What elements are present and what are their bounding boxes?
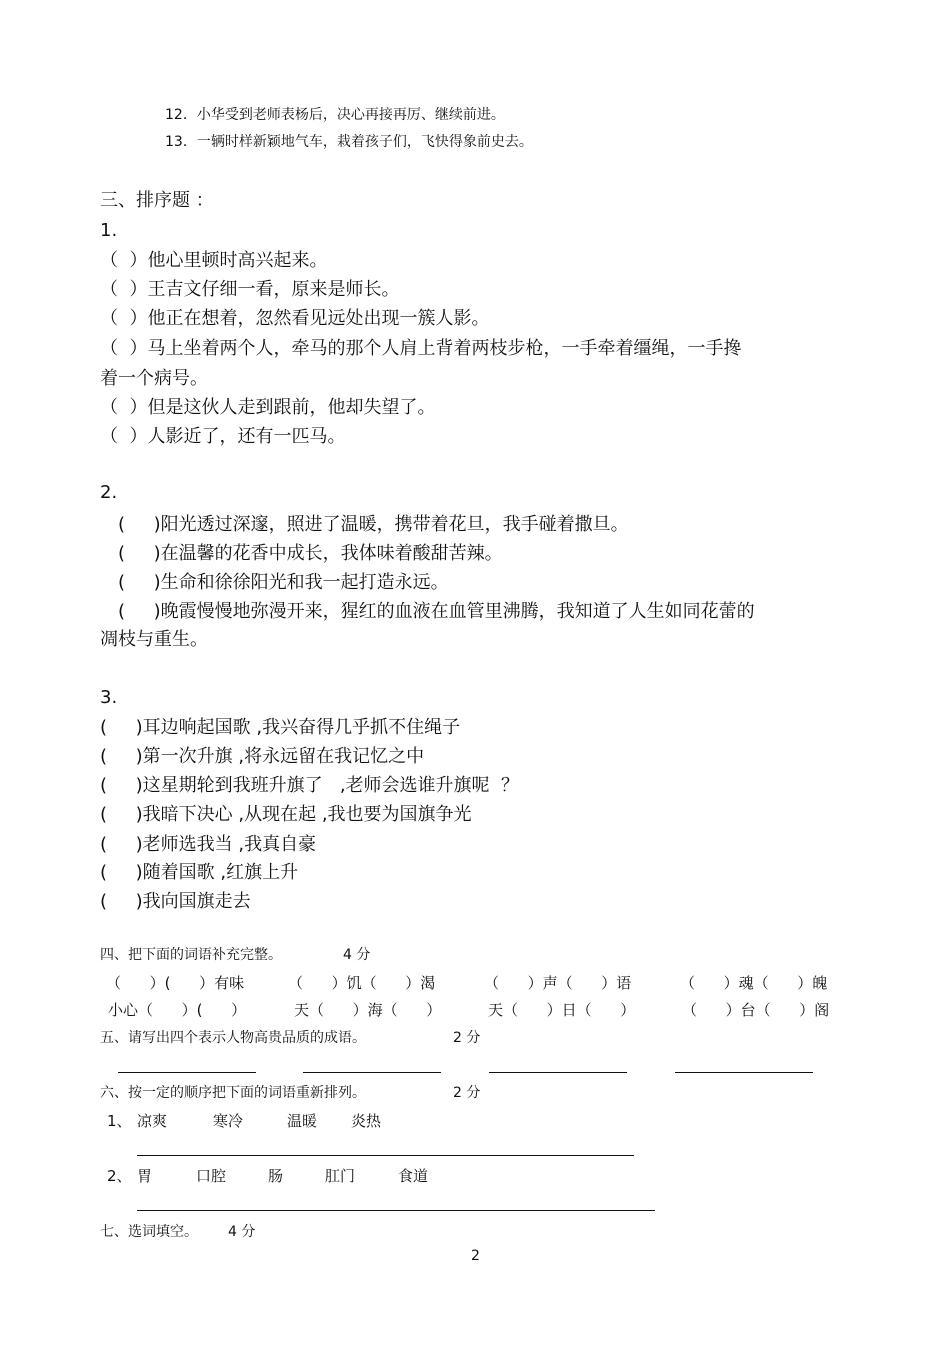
q1-line-1: （ ）他心里顿时高兴起来。 <box>100 250 328 271</box>
section7-score: 4 分 <box>228 1224 256 1240</box>
item-12: 12．小华受到老师表杨后，决心再接再厉、继续前进。 <box>165 107 505 123</box>
section5-title: 五、请写出四个表示人物高贵品质的成语。 <box>100 1030 366 1046</box>
q2-line-4-cont: 凋枝与重生。 <box>100 629 208 650</box>
q1-number: 1. <box>100 220 118 241</box>
idiom-blank: 天（ ）海（ ） <box>294 1001 442 1019</box>
idiom-blank: 小心（ ）( ） <box>108 1001 247 1019</box>
idiom-blank: 天（ ）日（ ） <box>488 1001 636 1019</box>
q3-line-4: ( )我暗下决心 ,从现在起 ,我也要为国旗争光 <box>100 804 472 825</box>
q2-line-4: ( )晚霞慢慢地弥漫开来，猩红的血液在血管里沸腾，我知道了人生如同花蕾的 <box>118 601 755 622</box>
q1-line-5: （ ）但是这伙人走到跟前，他却失望了。 <box>100 397 436 418</box>
section6-title: 六、按一定的顺序把下面的词语重新排列。 <box>100 1085 366 1101</box>
q1-line-2: （ ）王吉文仔细一看，原来是师长。 <box>100 279 400 300</box>
order-item-1-num: 1、 <box>107 1112 132 1130</box>
q3-line-1: ( )耳边响起国歌 ,我兴奋得几乎抓不住绳子 <box>100 717 461 738</box>
idiom-blank: （ ）台（ ）阁 <box>682 1001 830 1019</box>
idiom-blank: （ ）声（ ）语 <box>484 974 632 992</box>
order-item-2-num: 2、 <box>107 1167 132 1185</box>
q1-line-6: （ ）人影近了，还有一匹马。 <box>100 426 346 447</box>
idiom-row-2 <box>100 999 840 1019</box>
answer-line <box>675 1072 813 1073</box>
q3-line-3: ( )这星期轮到我班升旗了 ,老师会选谁升旗呢 ？ <box>100 775 519 796</box>
q2-line-2: ( )在温馨的花香中成长，我体味着酸甜苦辣。 <box>118 543 503 564</box>
section4-score: 4 分 <box>343 947 371 963</box>
section4-title: 四、把下面的词语补充完整。 <box>100 947 282 963</box>
q1-line-4: （ ）马上坐着两个人，牵马的那个人肩上背着两枝步枪，一手牵着缰绳，一手搀 <box>100 338 742 359</box>
q3-number: 3. <box>100 687 118 708</box>
q2-line-1: ( )阳光透过深邃，照进了温暖，携带着花旦，我手碰着撒旦。 <box>118 514 629 535</box>
q2-number: 2. <box>100 482 118 503</box>
answer-line <box>303 1072 441 1073</box>
answer-line <box>137 1210 655 1211</box>
q3-line-2: ( )第一次升旗 ,将永远留在我记忆之中 <box>100 746 425 767</box>
page-number: 2 <box>471 1248 480 1264</box>
idiom-blank: （ ）( ）有味 <box>106 974 245 992</box>
order-word: 寒冷 <box>213 1112 244 1130</box>
answer-line <box>137 1155 634 1156</box>
order-word: 肛门 <box>325 1167 356 1185</box>
section5-score: 2 分 <box>453 1030 481 1046</box>
q2-line-3: ( )生命和徐徐阳光和我一起打造永远。 <box>118 572 449 593</box>
order-word: 肠 <box>268 1167 284 1185</box>
section7-title: 七、选词填空。 <box>100 1224 198 1240</box>
idiom-blank: （ ）饥（ ）渴 <box>288 974 436 992</box>
idiom-blank: （ ）魂（ ）魄 <box>680 974 828 992</box>
order-word: 凉爽 <box>137 1112 168 1130</box>
q3-line-7: ( )我向国旗走去 <box>100 891 251 912</box>
q1-line-4-cont: 着一个病号。 <box>100 368 208 389</box>
idiom-row-1 <box>100 972 840 992</box>
section3-title: 三、排序题 ： <box>100 190 214 211</box>
q3-line-5: ( )老师选我当 ,我真自豪 <box>100 834 317 855</box>
item-13: 13．一辆时样新颖地气车，栽着孩子们，飞快得象前史去。 <box>165 134 533 150</box>
q3-line-6: ( )随着国歌 ,红旗上升 <box>100 862 299 883</box>
answer-line <box>118 1072 256 1073</box>
order-word: 炎热 <box>351 1112 382 1130</box>
q1-line-3: （ ）他正在想着，忽然看见远处出现一簇人影。 <box>100 308 490 329</box>
order-word: 胃 <box>137 1167 153 1185</box>
order-word: 食道 <box>398 1167 429 1185</box>
answer-line <box>489 1072 627 1073</box>
section6-score: 2 分 <box>453 1085 481 1101</box>
order-word: 口腔 <box>196 1167 227 1185</box>
order-word: 温暖 <box>287 1112 318 1130</box>
